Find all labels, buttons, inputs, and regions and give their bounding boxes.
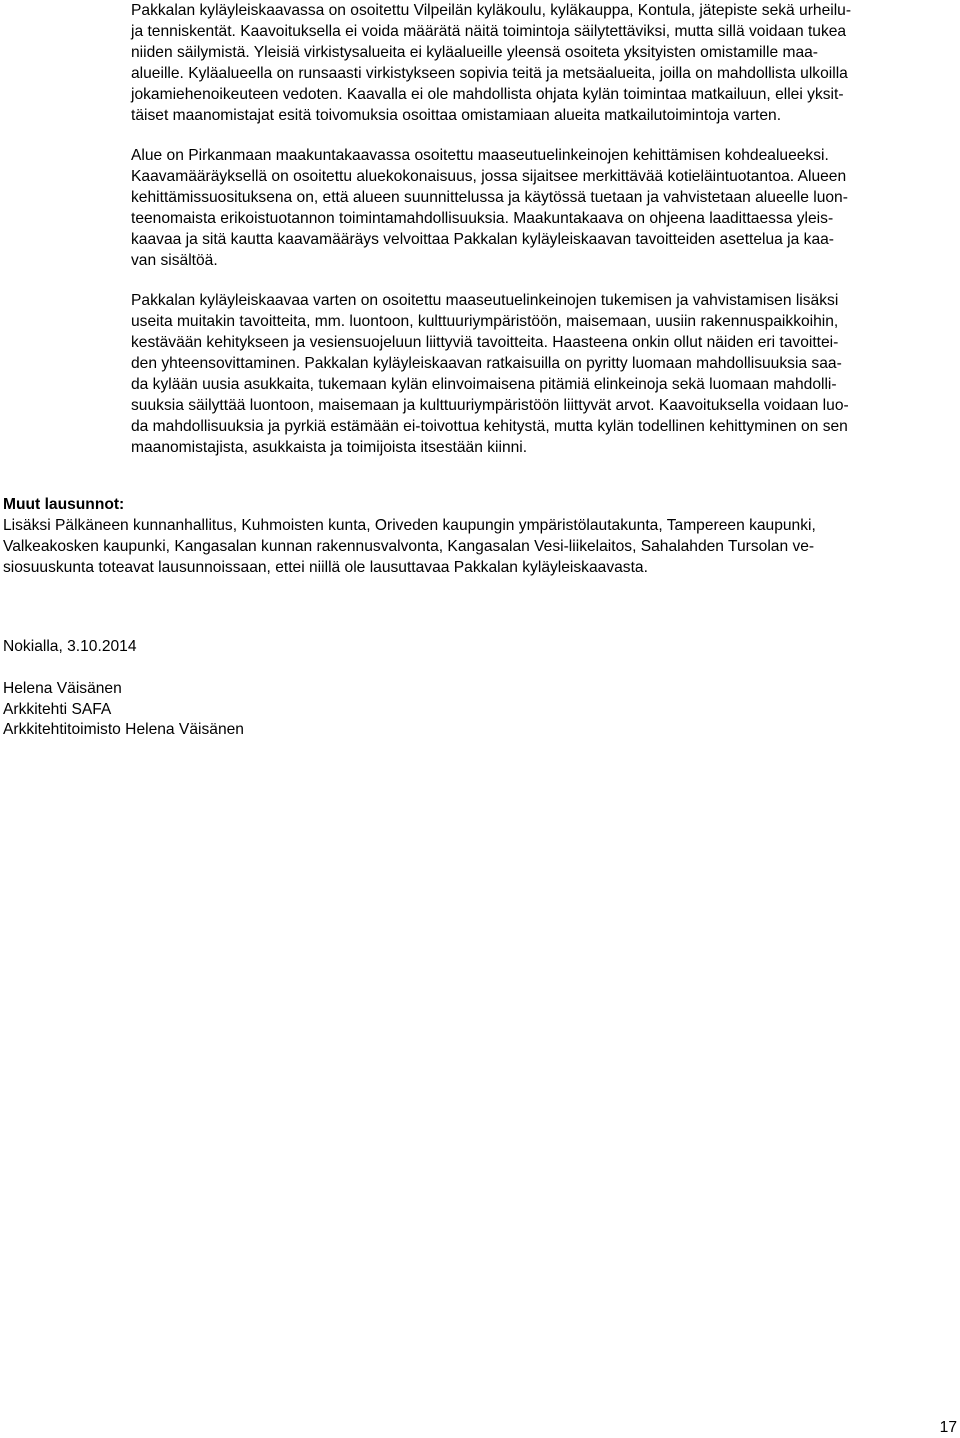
other-statements-heading: Muut lausunnot: [3,496,125,513]
text-line: Pakkalan kyläyleiskaavaa varten on osoitettu maaseutuelinkeinojen tukemisen ja vahvistamisen lisäksi [131,292,839,309]
text-line: Kaavamääräyksellä on osoitettu aluekokonaisuus, jossa sijaitsee merkittävää kotieläintuotantoa. Alueen [131,168,847,185]
text-line: suuksia säilyttää luontoon, maisemaan ja kulttuuriympäristöön liittyvät arvot. Kaavoituksella voidaan luo- [131,397,849,414]
text-line: niiden säilymistä. Yleisiä virkistysalueita ei kyläalueille yleensä osoiteta yksityisten omistamille maa- [131,44,818,61]
text-line: van sisältöä. [131,252,218,269]
signatory-name: Helena Väisänen [3,680,122,697]
text-line: maanomistajista, asukkaista ja toimijoista itsestään kiinni. [131,439,528,456]
text-line: Lisäksi Pälkäneen kunnanhallitus, Kuhmoisten kunta, Oriveden kaupungin ympäristölautakunta, Tampereen kaupunki, [3,517,816,534]
text-line: den yhteensovittaminen. Pakkalan kyläyleiskaavan ratkaisuilla on pyritty luomaan mahdollisuuksia saa- [131,355,842,372]
text-line: da mahdollisuuksia ja pyrkiä estämään ei-toivottua kehitystä, mutta kylän todellinen kehittyminen on sen [131,418,848,435]
text-line: teenomaista erikoistuotannon toimintamahdollisuuksia. Maakuntakaava on ohjeena laadittaessa yleis- [131,210,834,227]
text-line: kaavaa ja sitä kautta kaavamääräys velvoittaa Pakkalan kyläyleiskaavan tavoitteiden asettelua ja kaa- [131,231,834,248]
text-line: kestävään kehitykseen ja vesiensuojeluun liittyviä tavoitteita. Haasteena onkin ollut näiden eri tavoittei- [131,334,839,351]
text-line: siosuuskunta toteavat lausunnoissaan, ettei niillä ole lausuttavaa Pakkalan kyläyleiskaavasta. [3,559,648,576]
text-line: Alue on Pirkanmaan maakuntakaavassa osoitettu maaseutuelinkeinojen kehittämisen kohdealueeksi. [131,147,829,164]
place-date: Nokialla, 3.10.2014 [3,638,137,655]
text-line: da kylään uusia asukkaita, tukemaan kylän elinvoimaisena pitämiä elinkeinoja sekä luomaan mahdolli- [131,376,837,393]
signatory-title: Arkkitehti SAFA [3,701,112,718]
text-line: ja tenniskentät. Kaavoituksella ei voida määrätä näitä toimintoja säilytettäviksi, mutta sillä voidaan tukea [131,23,847,40]
text-line: täiset maanomistajat esitä toivomuksia osoittaa omistamiaan alueita matkailutoimintoja varten. [131,107,782,124]
text-line: jokamiehenoikeuteen vedoten. Kaavalla ei ole mahdollista ohjata kylän toimintaa matkailuun, ellei yksit- [131,86,844,103]
text-line: useita muitakin tavoitteita, mm. luontoon, kulttuuriympäristöön, maisemaan, uusiin rakennuspaikkoihin, [131,313,839,330]
text-line: alueille. Kyläalueella on runsaasti virkistykseen sopivia teitä ja metsäalueita, joilla on mahdollista ulkoilla [131,65,848,82]
signatory-office: Arkkitehtitoimisto Helena Väisänen [3,721,244,738]
text-line: Pakkalan kyläyleiskaavassa on osoitettu Vilpeilän kyläkoulu, kyläkauppa, Kontula, jätepiste sekä urheilu- [131,2,852,19]
text-line: Valkeakosken kaupunki, Kangasalan kunnan rakennusvalvonta, Kangasalan Vesi-liikelaitos, Sahalahden Tursolan ve- [3,538,815,555]
text-line: kehittämissuosituksena on, että alueen suunnittelussa ja käytössä tuetaan ja vahvistetaan alueelle luon- [131,189,848,206]
page-number: 17 [939,1419,957,1436]
